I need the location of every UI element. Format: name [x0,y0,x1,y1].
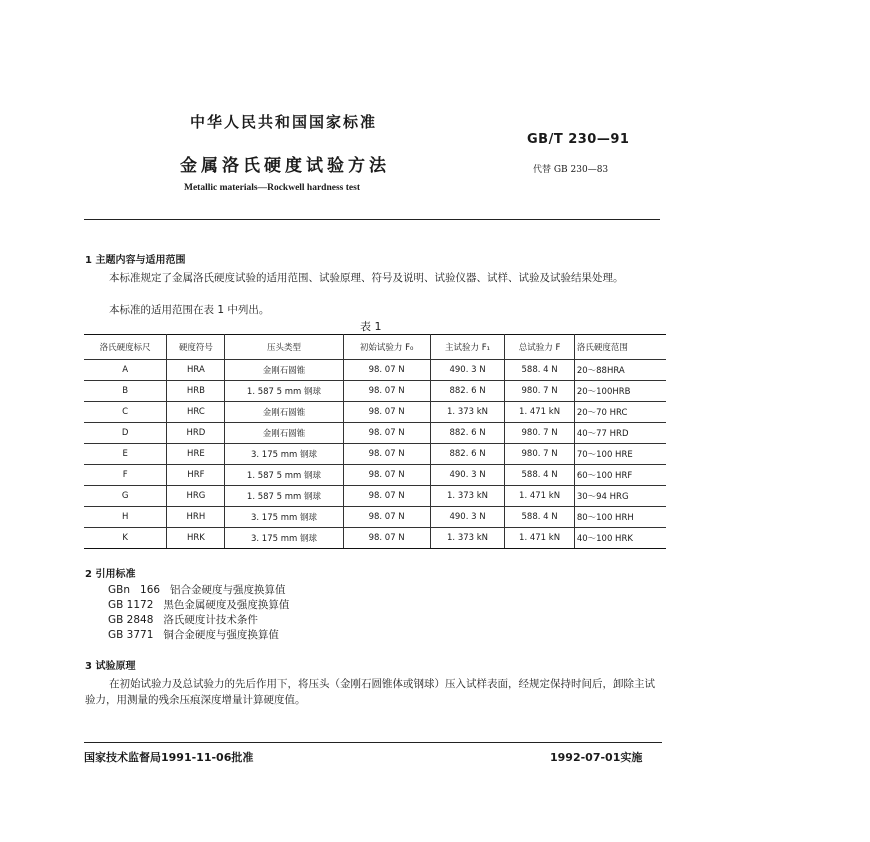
cell-total-force: 588. 4 N [505,465,574,486]
cell-range: 20～70 HRC [574,402,666,423]
reference-item: GBn 166 铝合金硬度与强度换算值 [108,584,286,596]
cell-preliminary-force: 98. 07 N [343,402,430,423]
table-row [84,402,666,423]
cell-additional-force: 882. 6 N [430,444,505,465]
cell-additional-force: 1. 373 kN [430,486,505,507]
table-row [84,507,666,528]
header-divider [84,219,660,220]
cell-preliminary-force: 98. 07 N [343,528,430,549]
cell-scale: G [84,486,167,507]
cell-total-force: 588. 4 N [505,360,574,381]
cell-total-force: 980. 7 N [505,444,574,465]
cell-scale: K [84,528,167,549]
table-row [84,528,666,549]
footer-divider [84,742,662,743]
cell-indenter: 1. 587 5 mm 钢球 [225,486,343,507]
col-header-symbol: 硬度符号 [167,335,225,360]
section-1-scope-note: 本标准的适用范围在表 1 中列出。 [109,304,270,316]
section-2-heading: 2 引用标准 [85,569,136,580]
cell-range: 80～100 HRH [574,507,666,528]
cell-additional-force: 882. 6 N [430,381,505,402]
cell-range: 30～94 HRG [574,486,666,507]
col-header-additional-force: 主试验力 F₁ [430,335,505,360]
cell-indenter: 金刚石圆锥 [225,360,343,381]
cell-additional-force: 490. 3 N [430,360,505,381]
col-header-indenter: 压头类型 [225,335,343,360]
cell-symbol: HRA [167,360,225,381]
reference-item: GB 1172 黑色金属硬度及强度换算值 [108,599,290,611]
standard-org-title: 中华人民共和国国家标准 [190,113,378,131]
cell-symbol: HRG [167,486,225,507]
cell-scale: D [84,423,167,444]
cell-symbol: HRD [167,423,225,444]
replaces-note: 代替 GB 230—83 [533,165,609,175]
cell-preliminary-force: 98. 07 N [343,465,430,486]
cell-total-force: 588. 4 N [505,507,574,528]
rockwell-scale-table [84,334,666,549]
cell-indenter: 3. 175 mm 钢球 [225,444,343,465]
cell-total-force: 1. 471 kN [505,486,574,507]
cell-range: 20～100HRB [574,381,666,402]
cell-indenter: 3. 175 mm 钢球 [225,528,343,549]
cell-symbol: HRB [167,381,225,402]
cell-scale: F [84,465,167,486]
section-1-heading: 1 主题内容与适用范围 [85,255,186,266]
table-row [84,465,666,486]
cell-scale: B [84,381,167,402]
standard-code: GB/T 230—91 [527,132,630,147]
col-header-scale: 洛氏硬度标尺 [84,335,167,360]
section-1-paragraph: 本标准规定了金属洛氏硬度试验的适用范围、试验原理、符号及说明、试验仪器、试样、试验及试验结果处理。 [109,272,624,284]
cell-total-force: 980. 7 N [505,423,574,444]
cell-scale: E [84,444,167,465]
cell-symbol: HRC [167,402,225,423]
cell-symbol: HRF [167,465,225,486]
cell-preliminary-force: 98. 07 N [343,507,430,528]
section-3-heading: 3 试验原理 [85,661,136,672]
reference-item: GB 2848 洛氏硬度计技术条件 [108,614,258,626]
cell-additional-force: 1. 373 kN [430,402,505,423]
cell-additional-force: 882. 6 N [430,423,505,444]
effective-date: 1992-07-01实施 [550,751,643,764]
cell-range: 40～77 HRD [574,423,666,444]
cell-scale: A [84,360,167,381]
reference-item: GB 3771 铜合金硬度与强度换算值 [108,629,279,641]
cell-total-force: 1. 471 kN [505,402,574,423]
col-header-preliminary-force: 初始试验力 F₀ [343,335,430,360]
cell-scale: C [84,402,167,423]
cell-range: 40～100 HRK [574,528,666,549]
cell-additional-force: 490. 3 N [430,507,505,528]
cell-preliminary-force: 98. 07 N [343,360,430,381]
cell-preliminary-force: 98. 07 N [343,486,430,507]
cell-indenter: 金刚石圆锥 [225,423,343,444]
table-caption: 表 1 [360,320,382,333]
cell-symbol: HRH [167,507,225,528]
section-3-paragraph: 在初始试验力及总试验力的先后作用下，将压头（金刚石圆锥体或钢球）压入试样表面，经规定保持时间后，卸除主试验力，用测量的残余压痕深度增量计算硬度值。 [85,678,655,706]
cell-indenter: 3. 175 mm 钢球 [225,507,343,528]
reference-list [108,583,289,643]
cell-preliminary-force: 98. 07 N [343,444,430,465]
cell-preliminary-force: 98. 07 N [343,423,430,444]
cell-range: 20～88HRA [574,360,666,381]
english-title: Metallic materials—Rockwell hardness test [184,183,360,193]
document-title: 金属洛氏硬度试验方法 [180,156,390,176]
col-header-total-force: 总试验力 F [505,335,574,360]
table-row [84,381,666,402]
cell-total-force: 1. 471 kN [505,528,574,549]
table-row [84,444,666,465]
cell-scale: H [84,507,167,528]
cell-additional-force: 490. 3 N [430,465,505,486]
cell-additional-force: 1. 373 kN [430,528,505,549]
cell-symbol: HRE [167,444,225,465]
table-row [84,360,666,381]
cell-indenter: 1. 587 5 mm 钢球 [225,381,343,402]
cell-indenter: 1. 587 5 mm 钢球 [225,465,343,486]
cell-symbol: HRK [167,528,225,549]
cell-preliminary-force: 98. 07 N [343,381,430,402]
cell-total-force: 980. 7 N [505,381,574,402]
approval-date: 国家技术监督局1991-11-06批准 [84,751,254,764]
cell-range: 60～100 HRF [574,465,666,486]
cell-range: 70～100 HRE [574,444,666,465]
table-header-row [84,335,666,360]
table-row [84,486,666,507]
cell-indenter: 金刚石圆锥 [225,402,343,423]
col-header-range: 洛氏硬度范围 [574,335,666,360]
table-row [84,423,666,444]
